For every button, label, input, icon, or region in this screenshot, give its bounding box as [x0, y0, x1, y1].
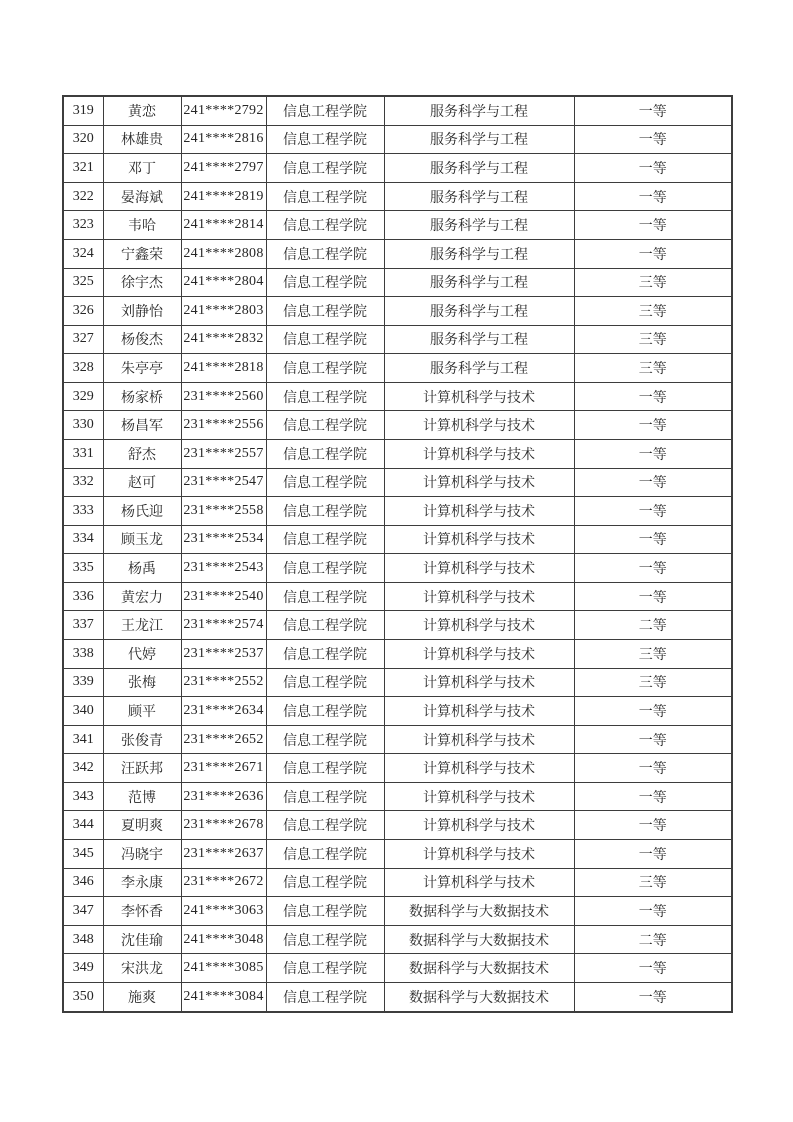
cell-college: 信息工程学院	[266, 525, 384, 554]
cell-index: 349	[63, 954, 103, 983]
cell-college: 信息工程学院	[266, 297, 384, 326]
cell-index: 326	[63, 297, 103, 326]
table-row	[63, 268, 732, 297]
table-row	[63, 725, 732, 754]
cell-award: 二等	[574, 611, 732, 640]
cell-index: 341	[63, 725, 103, 754]
cell-major: 数据科学与大数据技术	[384, 982, 574, 1012]
cell-index: 347	[63, 897, 103, 926]
table-row	[63, 954, 732, 983]
cell-award: 一等	[574, 96, 732, 125]
cell-index: 332	[63, 468, 103, 497]
cell-student-id: 241****2832	[181, 325, 266, 354]
cell-award: 一等	[574, 468, 732, 497]
cell-index: 337	[63, 611, 103, 640]
cell-major: 数据科学与大数据技术	[384, 897, 574, 926]
cell-major: 数据科学与大数据技术	[384, 925, 574, 954]
cell-major: 计算机科学与技术	[384, 411, 574, 440]
cell-major: 计算机科学与技术	[384, 782, 574, 811]
cell-award: 一等	[574, 754, 732, 783]
cell-student-id: 241****3084	[181, 982, 266, 1012]
cell-name: 张俊青	[103, 725, 181, 754]
cell-name: 杨俊杰	[103, 325, 181, 354]
cell-award: 一等	[574, 725, 732, 754]
cell-major: 服务科学与工程	[384, 297, 574, 326]
cell-award: 一等	[574, 582, 732, 611]
cell-student-id: 241****2797	[181, 154, 266, 183]
cell-college: 信息工程学院	[266, 982, 384, 1012]
cell-student-id: 231****2534	[181, 525, 266, 554]
cell-award: 三等	[574, 668, 732, 697]
table-row	[63, 754, 732, 783]
table-row	[63, 554, 732, 583]
cell-index: 338	[63, 640, 103, 669]
cell-college: 信息工程学院	[266, 354, 384, 383]
cell-student-id: 231****2557	[181, 439, 266, 468]
table-row	[63, 154, 732, 183]
cell-student-id: 231****2678	[181, 811, 266, 840]
cell-student-id: 231****2543	[181, 554, 266, 583]
cell-major: 计算机科学与技术	[384, 582, 574, 611]
cell-name: 徐宇杰	[103, 268, 181, 297]
award-list-table	[62, 95, 733, 1013]
table-row	[63, 611, 732, 640]
cell-major: 计算机科学与技术	[384, 640, 574, 669]
cell-college: 信息工程学院	[266, 325, 384, 354]
table-row	[63, 782, 732, 811]
table-row	[63, 982, 732, 1012]
cell-name: 邓丁	[103, 154, 181, 183]
cell-college: 信息工程学院	[266, 897, 384, 926]
table-row	[63, 668, 732, 697]
cell-index: 321	[63, 154, 103, 183]
cell-name: 宁鑫荣	[103, 239, 181, 268]
cell-student-id: 231****2540	[181, 582, 266, 611]
cell-index: 333	[63, 497, 103, 526]
table-row	[63, 868, 732, 897]
cell-index: 319	[63, 96, 103, 125]
cell-award: 一等	[574, 382, 732, 411]
cell-student-id: 241****2804	[181, 268, 266, 297]
cell-college: 信息工程学院	[266, 811, 384, 840]
cell-name: 刘静怡	[103, 297, 181, 326]
cell-college: 信息工程学院	[266, 668, 384, 697]
cell-student-id: 241****2818	[181, 354, 266, 383]
table-row	[63, 468, 732, 497]
cell-index: 335	[63, 554, 103, 583]
cell-student-id: 231****2558	[181, 497, 266, 526]
cell-name: 施爽	[103, 982, 181, 1012]
cell-student-id: 241****2803	[181, 297, 266, 326]
cell-award: 一等	[574, 125, 732, 154]
cell-student-id: 231****2652	[181, 725, 266, 754]
cell-student-id: 231****2574	[181, 611, 266, 640]
cell-student-id: 231****2637	[181, 840, 266, 869]
cell-award: 三等	[574, 354, 732, 383]
cell-college: 信息工程学院	[266, 411, 384, 440]
cell-name: 冯晓宇	[103, 840, 181, 869]
cell-major: 服务科学与工程	[384, 268, 574, 297]
cell-name: 李永康	[103, 868, 181, 897]
cell-major: 计算机科学与技术	[384, 754, 574, 783]
cell-index: 344	[63, 811, 103, 840]
cell-award: 一等	[574, 239, 732, 268]
cell-student-id: 231****2672	[181, 868, 266, 897]
cell-name: 韦哈	[103, 211, 181, 240]
cell-name: 朱亭亭	[103, 354, 181, 383]
cell-award: 三等	[574, 325, 732, 354]
cell-student-id: 231****2634	[181, 697, 266, 726]
cell-major: 服务科学与工程	[384, 154, 574, 183]
table-row	[63, 297, 732, 326]
cell-index: 343	[63, 782, 103, 811]
cell-college: 信息工程学院	[266, 154, 384, 183]
cell-name: 赵可	[103, 468, 181, 497]
cell-major: 计算机科学与技术	[384, 868, 574, 897]
cell-college: 信息工程学院	[266, 925, 384, 954]
cell-index: 340	[63, 697, 103, 726]
cell-award: 一等	[574, 840, 732, 869]
cell-award: 三等	[574, 268, 732, 297]
cell-student-id: 231****2552	[181, 668, 266, 697]
cell-name: 黄恋	[103, 96, 181, 125]
cell-college: 信息工程学院	[266, 868, 384, 897]
cell-student-id: 231****2671	[181, 754, 266, 783]
cell-college: 信息工程学院	[266, 782, 384, 811]
cell-major: 计算机科学与技术	[384, 525, 574, 554]
cell-index: 324	[63, 239, 103, 268]
cell-name: 杨家桥	[103, 382, 181, 411]
cell-name: 顾平	[103, 697, 181, 726]
cell-major: 计算机科学与技术	[384, 840, 574, 869]
table-row	[63, 897, 732, 926]
cell-index: 323	[63, 211, 103, 240]
cell-award: 一等	[574, 154, 732, 183]
award-table-body	[63, 96, 732, 1012]
cell-index: 330	[63, 411, 103, 440]
cell-student-id: 231****2547	[181, 468, 266, 497]
cell-index: 320	[63, 125, 103, 154]
table-row	[63, 125, 732, 154]
cell-college: 信息工程学院	[266, 754, 384, 783]
cell-index: 322	[63, 182, 103, 211]
table-row	[63, 411, 732, 440]
table-row	[63, 697, 732, 726]
cell-college: 信息工程学院	[266, 725, 384, 754]
cell-name: 王龙江	[103, 611, 181, 640]
cell-major: 计算机科学与技术	[384, 382, 574, 411]
cell-major: 服务科学与工程	[384, 354, 574, 383]
table-row	[63, 382, 732, 411]
cell-index: 345	[63, 840, 103, 869]
cell-name: 张梅	[103, 668, 181, 697]
cell-student-id: 241****2792	[181, 96, 266, 125]
cell-major: 计算机科学与技术	[384, 811, 574, 840]
cell-award: 一等	[574, 697, 732, 726]
cell-college: 信息工程学院	[266, 954, 384, 983]
cell-index: 346	[63, 868, 103, 897]
cell-index: 334	[63, 525, 103, 554]
cell-college: 信息工程学院	[266, 840, 384, 869]
cell-college: 信息工程学院	[266, 268, 384, 297]
cell-award: 一等	[574, 211, 732, 240]
cell-name: 夏明爽	[103, 811, 181, 840]
cell-index: 348	[63, 925, 103, 954]
cell-award: 一等	[574, 897, 732, 926]
cell-student-id: 231****2636	[181, 782, 266, 811]
cell-major: 服务科学与工程	[384, 182, 574, 211]
cell-name: 沈佳瑜	[103, 925, 181, 954]
cell-major: 计算机科学与技术	[384, 554, 574, 583]
cell-name: 范博	[103, 782, 181, 811]
cell-name: 舒杰	[103, 439, 181, 468]
cell-major: 服务科学与工程	[384, 239, 574, 268]
table-row	[63, 525, 732, 554]
cell-major: 计算机科学与技术	[384, 668, 574, 697]
cell-major: 计算机科学与技术	[384, 725, 574, 754]
table-row	[63, 811, 732, 840]
cell-name: 宋洪龙	[103, 954, 181, 983]
table-row	[63, 925, 732, 954]
table-row	[63, 640, 732, 669]
table-row	[63, 497, 732, 526]
cell-student-id: 241****3063	[181, 897, 266, 926]
cell-award: 一等	[574, 525, 732, 554]
cell-name: 李怀香	[103, 897, 181, 926]
cell-student-id: 241****2816	[181, 125, 266, 154]
cell-award: 一等	[574, 497, 732, 526]
table-row	[63, 182, 732, 211]
cell-award: 二等	[574, 925, 732, 954]
cell-major: 计算机科学与技术	[384, 468, 574, 497]
cell-index: 350	[63, 982, 103, 1012]
cell-college: 信息工程学院	[266, 554, 384, 583]
cell-major: 计算机科学与技术	[384, 439, 574, 468]
cell-award: 一等	[574, 954, 732, 983]
cell-award: 一等	[574, 554, 732, 583]
cell-college: 信息工程学院	[266, 239, 384, 268]
table-row	[63, 211, 732, 240]
cell-major: 服务科学与工程	[384, 211, 574, 240]
cell-student-id: 241****3048	[181, 925, 266, 954]
cell-name: 汪跃邦	[103, 754, 181, 783]
cell-college: 信息工程学院	[266, 468, 384, 497]
cell-college: 信息工程学院	[266, 697, 384, 726]
cell-award: 一等	[574, 982, 732, 1012]
cell-name: 晏海斌	[103, 182, 181, 211]
cell-major: 数据科学与大数据技术	[384, 954, 574, 983]
cell-major: 计算机科学与技术	[384, 697, 574, 726]
cell-college: 信息工程学院	[266, 96, 384, 125]
cell-award: 一等	[574, 182, 732, 211]
cell-college: 信息工程学院	[266, 611, 384, 640]
table-row	[63, 582, 732, 611]
cell-index: 328	[63, 354, 103, 383]
cell-college: 信息工程学院	[266, 125, 384, 154]
cell-index: 331	[63, 439, 103, 468]
cell-college: 信息工程学院	[266, 497, 384, 526]
cell-student-id: 231****2560	[181, 382, 266, 411]
cell-award: 一等	[574, 439, 732, 468]
cell-name: 杨氏迎	[103, 497, 181, 526]
cell-major: 计算机科学与技术	[384, 497, 574, 526]
cell-index: 329	[63, 382, 103, 411]
cell-index: 342	[63, 754, 103, 783]
table-row	[63, 96, 732, 125]
cell-student-id: 241****3085	[181, 954, 266, 983]
cell-name: 杨昌军	[103, 411, 181, 440]
cell-index: 336	[63, 582, 103, 611]
cell-student-id: 231****2556	[181, 411, 266, 440]
cell-college: 信息工程学院	[266, 382, 384, 411]
cell-name: 黄宏力	[103, 582, 181, 611]
table-row	[63, 840, 732, 869]
table-row	[63, 354, 732, 383]
cell-award: 一等	[574, 811, 732, 840]
cell-award: 一等	[574, 782, 732, 811]
table-row	[63, 439, 732, 468]
cell-college: 信息工程学院	[266, 582, 384, 611]
cell-index: 339	[63, 668, 103, 697]
cell-major: 服务科学与工程	[384, 96, 574, 125]
cell-student-id: 241****2819	[181, 182, 266, 211]
cell-student-id: 241****2814	[181, 211, 266, 240]
cell-major: 服务科学与工程	[384, 325, 574, 354]
cell-student-id: 231****2537	[181, 640, 266, 669]
cell-name: 顾玉龙	[103, 525, 181, 554]
cell-award: 三等	[574, 868, 732, 897]
cell-college: 信息工程学院	[266, 640, 384, 669]
cell-award: 三等	[574, 640, 732, 669]
cell-award: 一等	[574, 411, 732, 440]
table-row	[63, 325, 732, 354]
cell-index: 325	[63, 268, 103, 297]
cell-index: 327	[63, 325, 103, 354]
cell-name: 代婷	[103, 640, 181, 669]
cell-name: 杨禹	[103, 554, 181, 583]
table-row	[63, 239, 732, 268]
cell-college: 信息工程学院	[266, 211, 384, 240]
cell-major: 服务科学与工程	[384, 125, 574, 154]
cell-college: 信息工程学院	[266, 182, 384, 211]
cell-major: 计算机科学与技术	[384, 611, 574, 640]
cell-college: 信息工程学院	[266, 439, 384, 468]
cell-name: 林雄贵	[103, 125, 181, 154]
cell-student-id: 241****2808	[181, 239, 266, 268]
cell-award: 三等	[574, 297, 732, 326]
